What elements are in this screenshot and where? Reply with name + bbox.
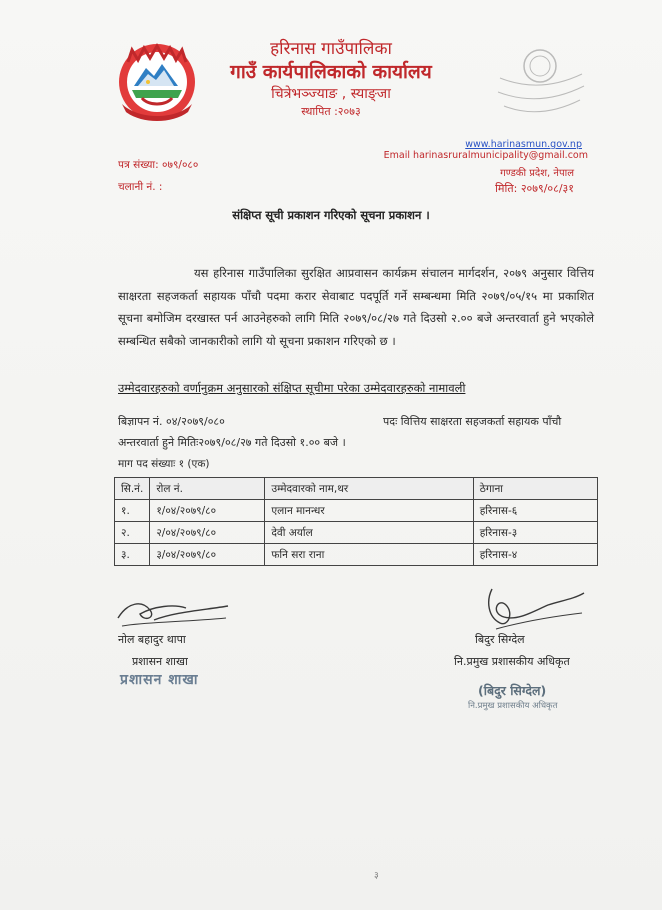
post-name: पदः वित्तिय साक्षरता सहजकर्ता सहायक पाँचौ xyxy=(383,415,562,428)
right-signatory-name: बिदुर सिग्देल xyxy=(475,633,525,646)
header-address: ठेगाना xyxy=(473,478,597,500)
letter-number: पत्र संख्या: ०७९/०८० xyxy=(118,159,199,171)
established-year: स्थापित :२०७३ xyxy=(301,105,361,118)
cell-serial: ३. xyxy=(115,544,150,566)
table-row xyxy=(115,544,598,566)
office-seal-stamp xyxy=(490,36,590,126)
dispatch-number: चलानी नं. : xyxy=(118,181,163,193)
cell-address: हरिनास-३ xyxy=(473,522,597,544)
cell-address: हरिनास-६ xyxy=(473,500,597,522)
cell-name: फनि सरा राना xyxy=(265,544,473,566)
right-signature xyxy=(478,583,588,633)
cell-roll: ३/०४/२०७९/८० xyxy=(150,544,265,566)
cell-roll: १/०४/२०७९/८० xyxy=(150,500,265,522)
notice-body xyxy=(118,262,594,352)
cell-name: एलान मानन्धर xyxy=(265,500,473,522)
demand-count: माग पद संख्याः १ (एक) xyxy=(118,458,210,470)
interview-date: अन्तरवार्ता हुने मितिः२०७९/०८/२७ गते दिउसो १.०० बजे । xyxy=(118,436,346,449)
cell-name: देवी अर्याल xyxy=(265,522,473,544)
header-roll: रोल नं. xyxy=(150,478,265,500)
office-name: गाउँ कार्यपालिकाको कार्यालय xyxy=(230,61,432,83)
left-signatory-name: नोल बहादुर थापा xyxy=(118,633,186,646)
header-serial: सि.नं. xyxy=(115,478,150,500)
header-name: उम्मेदवारको नाम,थर xyxy=(265,478,473,500)
table-row xyxy=(115,500,598,522)
officer-stamp-post: नि.प्रमुख प्रशासकीय अधिकृत xyxy=(468,701,558,711)
officer-stamp-name: (बिदुर सिग्देल) xyxy=(478,683,547,698)
province-label: गण्डकी प्रदेश, नेपाल xyxy=(500,168,574,179)
email-address[interactable]: Email harinasruralmunicipality@gmail.com xyxy=(383,150,588,161)
cell-serial: २. xyxy=(115,522,150,544)
cell-roll: २/०४/२०७९/८० xyxy=(150,522,265,544)
office-location: चित्रेभञ्ज्याङ , स्याङ्जा xyxy=(271,86,391,102)
cell-address: हरिनास-४ xyxy=(473,544,597,566)
candidate-list-title: उम्मेदवारहरुको वर्णानुक्रम अनुसारको संक्षिप्त सूचीमा परेका उम्मेदवारहरुको नामावली xyxy=(118,381,466,395)
letter-date: मिति: २०७९/०८/३१ xyxy=(495,182,574,195)
page-mark: ३ xyxy=(374,871,379,881)
table-header-row xyxy=(115,478,598,500)
candidate-table xyxy=(114,477,598,566)
table-row xyxy=(115,522,598,544)
right-signatory-post: नि.प्रमुख प्रशासकीय अधिकृत xyxy=(454,655,570,668)
left-signature xyxy=(114,592,234,636)
left-signatory-dept: प्रशासन शाखा xyxy=(132,655,188,668)
website-link[interactable]: www.harinasmun.gov.np xyxy=(465,139,582,150)
cell-serial: १. xyxy=(115,500,150,522)
advertisement-number: बिज्ञापन नं. ०४/२०७९/०८० xyxy=(118,415,225,428)
municipality-name: हरिनास गाउँपालिका xyxy=(270,39,392,59)
notice-body-text: यस हरिनास गाउँपालिका सुरक्षित आप्रवासन कार्यक्रम संचालन मार्गदर्शन, २०७९ अनुसार वित्तिय साक्षरता सहजकर्ता सहायक पाँचौ पदमा करार सेवाबाट पदपूर्ति गर्ने सम्बन्धमा मिति २०७९/०५/१५ मा प्रकाशित सूचना बमोजिम दरखास्त पर्न आउनेहरुको लागि मिति २०७९/०८/२७ गते दिउसो २.०० बजे अन्तरवार्ता हुने भएकोले सम्बन्धित सबैको जानकारीको लागि यो सूचना प्रकाशन गरिएको छ । xyxy=(118,266,594,348)
letter-subject: संक्षिप्त सूची प्रकाशन गरिएको सूचना प्रकाशन । xyxy=(232,208,430,222)
admin-section-stamp: प्रशासन शाखा xyxy=(120,672,199,688)
